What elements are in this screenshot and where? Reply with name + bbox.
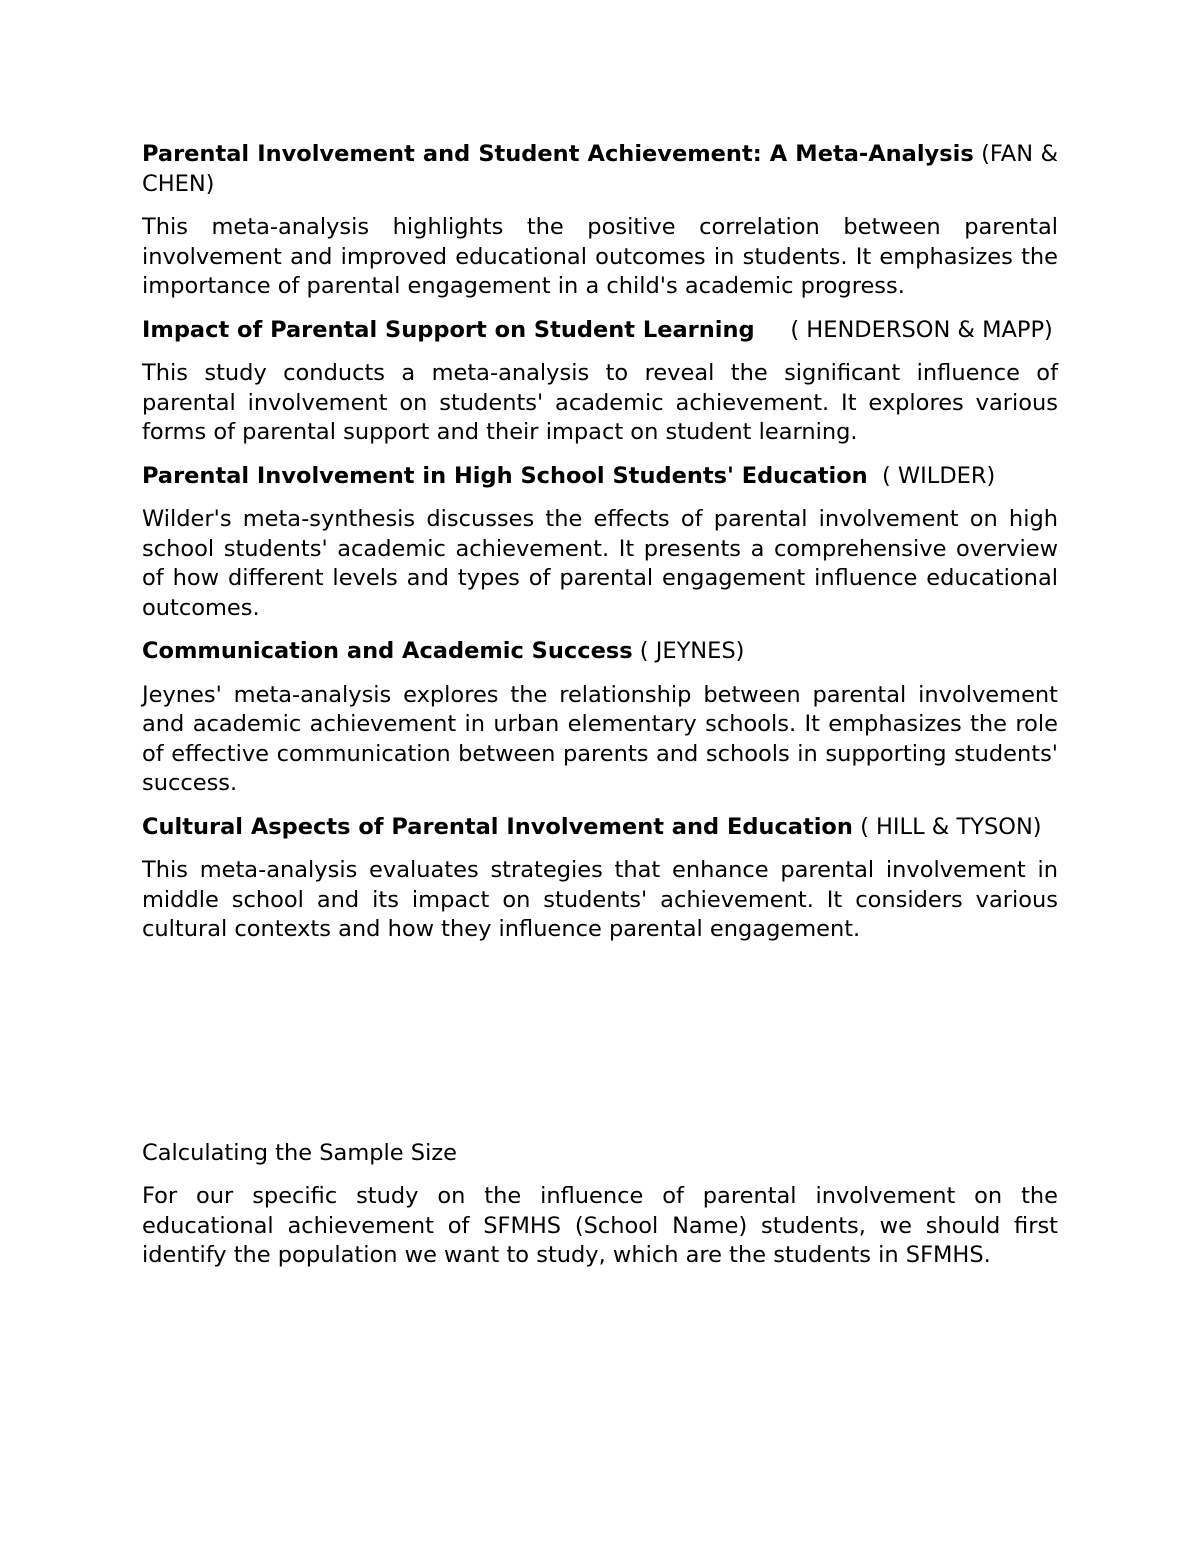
section-author: ( HILL & TYSON) [860,813,1042,840]
section-title: Communication and Academic Success [142,638,633,664]
section-title: Parental Involvement in High School Students' Education [142,462,868,489]
section-body: Jeynes' meta-analysis explores the relationship between parental involvement and academic achievement in urban elementary schools. It emphasizes the role of effective communication between parents and schools in supporting students' success. [142,681,1058,796]
section-author: ( WILDER) [881,462,996,489]
section-author: ( JEYNES) [639,638,745,664]
section-body: Wilder's meta-synthesis discusses the effects of parental involvement on high school students' academic achievement. It presents a comprehensive overview of how different levels and types of parental engagement influence educational outcomes. [142,506,1058,621]
section-body: This study conducts a meta-analysis to reveal the significant influence of parental involvement on students' academic achievement. It explores various forms of parental support and their impact on student learning. [142,360,1058,445]
sample-size-body: For our specific study on the influence of parental involvement on the educational achievement of SFMHS (School Name) students, we should first identify the population we want to study, which are the students in SFMHS. [142,1183,1058,1268]
section-title: Impact of Parental Support on Student Learning [142,316,755,343]
section-heading [142,316,1058,346]
section-heading [142,637,1058,667]
document-page [142,140,1058,1285]
section-author: ( HENDERSON & MAPP) [790,316,1053,343]
section-body: This meta-analysis evaluates strategies that enhance parental involvement in middle school and its impact on students' achievement. It considers various cultural contexts and how they influence parental engagement. [142,857,1058,942]
section-heading [142,462,1058,492]
section-author: (FAN & CHEN) [142,141,1058,197]
sample-size-heading: Calculating the Sample Size [142,1139,457,1166]
section-heading [142,813,1058,843]
section-title: Cultural Aspects of Parental Involvement and Education [142,813,853,840]
section-heading [142,140,1058,199]
section-title: Parental Involvement and Student Achievement: A Meta-Analysis [142,141,974,167]
section-body: This meta-analysis highlights the positive correlation between parental involvement and improved educational outcomes in students. It emphasizes the importance of parental engagement in a child's academic progress. [142,214,1058,299]
blank-space [142,959,1058,1139]
